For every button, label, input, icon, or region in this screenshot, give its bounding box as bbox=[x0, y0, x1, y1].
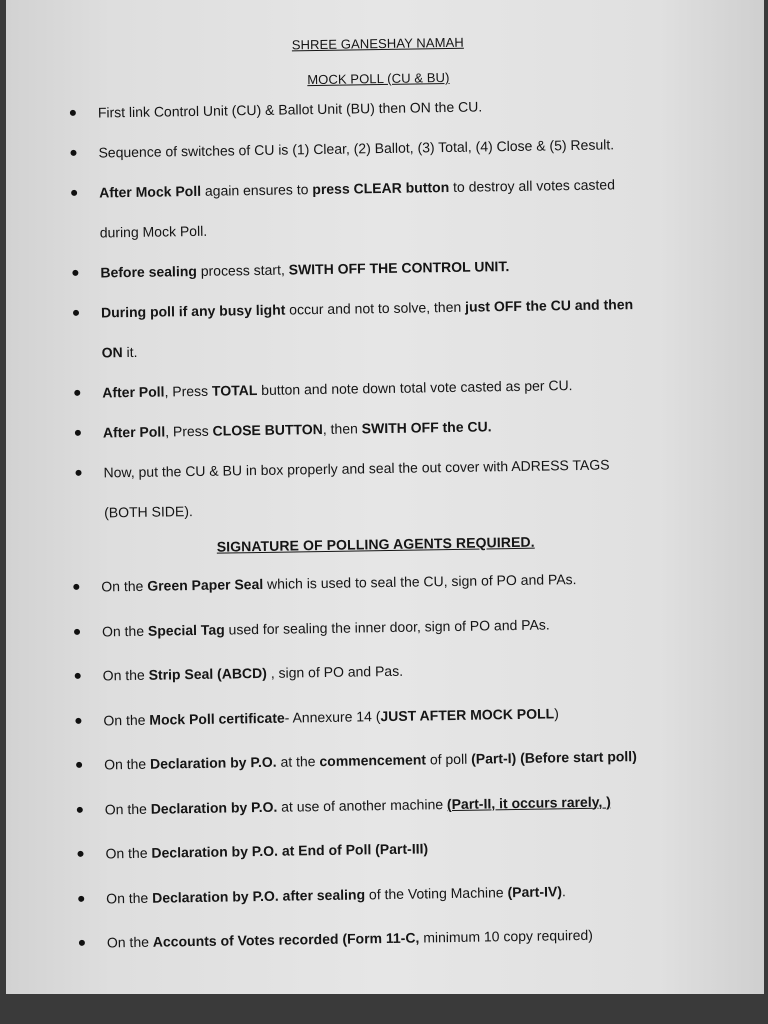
text-run: On the bbox=[105, 844, 152, 862]
text-run: On the bbox=[106, 933, 153, 951]
text-run: On the bbox=[106, 889, 153, 906]
page-header-subtitle: MOCK POLL (CU & BU) bbox=[307, 69, 450, 88]
bold-text: just OFF the CU and then bbox=[464, 296, 634, 315]
list-item bbox=[101, 294, 633, 322]
text-run: - Annexure 14 ( bbox=[284, 707, 381, 726]
bullet-icon bbox=[76, 762, 82, 768]
bold-text: Declaration by P.O. at End of Poll (Part-III) bbox=[151, 840, 429, 861]
bullet-icon bbox=[75, 673, 81, 679]
text-run: to destroy all votes casted bbox=[449, 176, 616, 195]
bold-text: Strip Seal (ABCD) bbox=[148, 664, 267, 683]
list-item bbox=[104, 746, 637, 774]
text-run: at use of another machine bbox=[277, 795, 448, 815]
bullet-icon bbox=[70, 150, 76, 156]
text-run: On the bbox=[101, 577, 148, 595]
bullet-icon bbox=[73, 310, 79, 316]
list-item bbox=[100, 256, 509, 282]
bold-text: Declaration by P.O. bbox=[149, 753, 277, 772]
bullet-icon bbox=[75, 717, 81, 723]
page-header-title: SHREE GANESHAY NAMAH bbox=[291, 34, 464, 53]
text-run: occur and not to solve, then bbox=[285, 298, 466, 318]
list-item bbox=[105, 838, 428, 863]
text-run: On the bbox=[103, 755, 151, 773]
text-run: On the bbox=[101, 622, 149, 639]
bullet-icon bbox=[72, 270, 78, 276]
list-item bbox=[98, 134, 614, 162]
bold-text: Accounts of Votes recorded (Form 11-C, bbox=[152, 929, 420, 950]
bold-text: SWITH OFF THE CONTROL UNIT. bbox=[288, 258, 510, 278]
bold-text: Declaration by P.O. bbox=[150, 798, 278, 817]
text-run: again ensures to bbox=[200, 181, 313, 199]
text-run: at the bbox=[276, 753, 320, 770]
bullet-icon bbox=[75, 470, 81, 476]
bold-text: After Mock Poll bbox=[99, 182, 202, 201]
text-run: during Mock Poll. bbox=[99, 222, 208, 241]
bullet-icon bbox=[71, 190, 77, 196]
text-run: used for sealing the inner door, sign of PO and PAs. bbox=[224, 615, 550, 638]
text-run: Now, put the CU & BU in box properly and seal the out cover with ADRESS TAGS bbox=[103, 456, 610, 481]
text-run: , then bbox=[322, 420, 362, 437]
bold-text: ON bbox=[101, 344, 123, 361]
bullet-icon bbox=[77, 806, 83, 812]
list-item bbox=[103, 416, 492, 442]
bullet-icon bbox=[75, 430, 81, 436]
bold-text: (Part-I) (Before start poll) bbox=[470, 748, 637, 767]
text-run: minimum 10 copy required) bbox=[419, 926, 593, 946]
list-item bbox=[103, 454, 609, 482]
text-run: On the bbox=[102, 666, 149, 684]
list-item bbox=[101, 569, 576, 596]
bold-text: Special Tag bbox=[147, 621, 225, 639]
text-run: (BOTH SIDE). bbox=[104, 503, 193, 521]
list-item bbox=[105, 791, 611, 819]
text-run: , sign of PO and Pas. bbox=[266, 662, 404, 681]
text-run: ) bbox=[553, 704, 559, 721]
text-run: button and note down total vote casted as per CU. bbox=[257, 377, 573, 399]
list-item-continuation bbox=[104, 501, 193, 522]
bullet-icon bbox=[77, 851, 83, 857]
bold-text: SWITH OFF the CU. bbox=[361, 418, 492, 437]
bullet-icon bbox=[78, 895, 84, 901]
bold-text: after sealing bbox=[278, 885, 366, 904]
list-item bbox=[106, 881, 566, 908]
text-run: which is used to seal the CU, sign of PO and PAs. bbox=[263, 571, 577, 592]
bold-text: commencement bbox=[319, 751, 427, 770]
text-run: process start, bbox=[196, 261, 289, 279]
bold-text: Mock Poll certificate bbox=[149, 709, 285, 728]
text-run: . bbox=[561, 882, 566, 899]
list-item bbox=[98, 96, 483, 122]
list-item bbox=[102, 614, 550, 641]
list-item bbox=[107, 925, 593, 953]
bold-text: Green Paper Seal bbox=[147, 575, 264, 594]
bullet-icon bbox=[74, 390, 80, 396]
bold-text: After Poll bbox=[102, 423, 166, 441]
list-item-continuation bbox=[100, 221, 208, 243]
bold-text: TOTAL bbox=[211, 382, 258, 399]
text-run: First link Control Unit (CU) & Ballot Unit (BU) then ON the CU. bbox=[97, 98, 483, 121]
bold-text: CLOSE BUTTON bbox=[212, 420, 323, 439]
signature-heading: SIGNATURE OF POLLING AGENTS REQUIRED. bbox=[216, 533, 535, 555]
list-item bbox=[99, 174, 615, 202]
text-run: On the bbox=[103, 711, 150, 728]
bold-text: (Part-IV) bbox=[507, 882, 563, 900]
text-run: of poll bbox=[425, 750, 472, 768]
text-run: of the Voting Machine bbox=[364, 883, 508, 902]
bullet-icon bbox=[79, 940, 85, 946]
list-item-continuation bbox=[101, 342, 137, 363]
text-run: Sequence of switches of CU is (1) Clear, (2) Ballot, (3) Total, (4) Close & (5) Result. bbox=[98, 136, 615, 161]
bold-text: press CLEAR button bbox=[312, 178, 450, 198]
bold-text: JUST AFTER MOCK POLL bbox=[380, 704, 555, 724]
bold-text: During poll if any busy light bbox=[100, 301, 286, 321]
text-run: On the bbox=[104, 800, 151, 817]
list-item bbox=[103, 661, 404, 686]
text-run: , Press bbox=[164, 382, 213, 400]
bold-text: Declaration by P.O. bbox=[152, 887, 279, 906]
text-run: , Press bbox=[165, 422, 213, 440]
bold-text: Before sealing bbox=[100, 262, 197, 281]
bold-text: After Poll bbox=[102, 383, 165, 401]
bullet-icon bbox=[73, 584, 79, 590]
list-item bbox=[103, 703, 559, 730]
list-item bbox=[102, 375, 573, 402]
bold-text: (Part-II, it occurs rarely, ) bbox=[446, 793, 611, 812]
bullet-icon bbox=[70, 110, 76, 116]
bullet-icon bbox=[74, 628, 80, 634]
text-run: it. bbox=[122, 343, 138, 361]
